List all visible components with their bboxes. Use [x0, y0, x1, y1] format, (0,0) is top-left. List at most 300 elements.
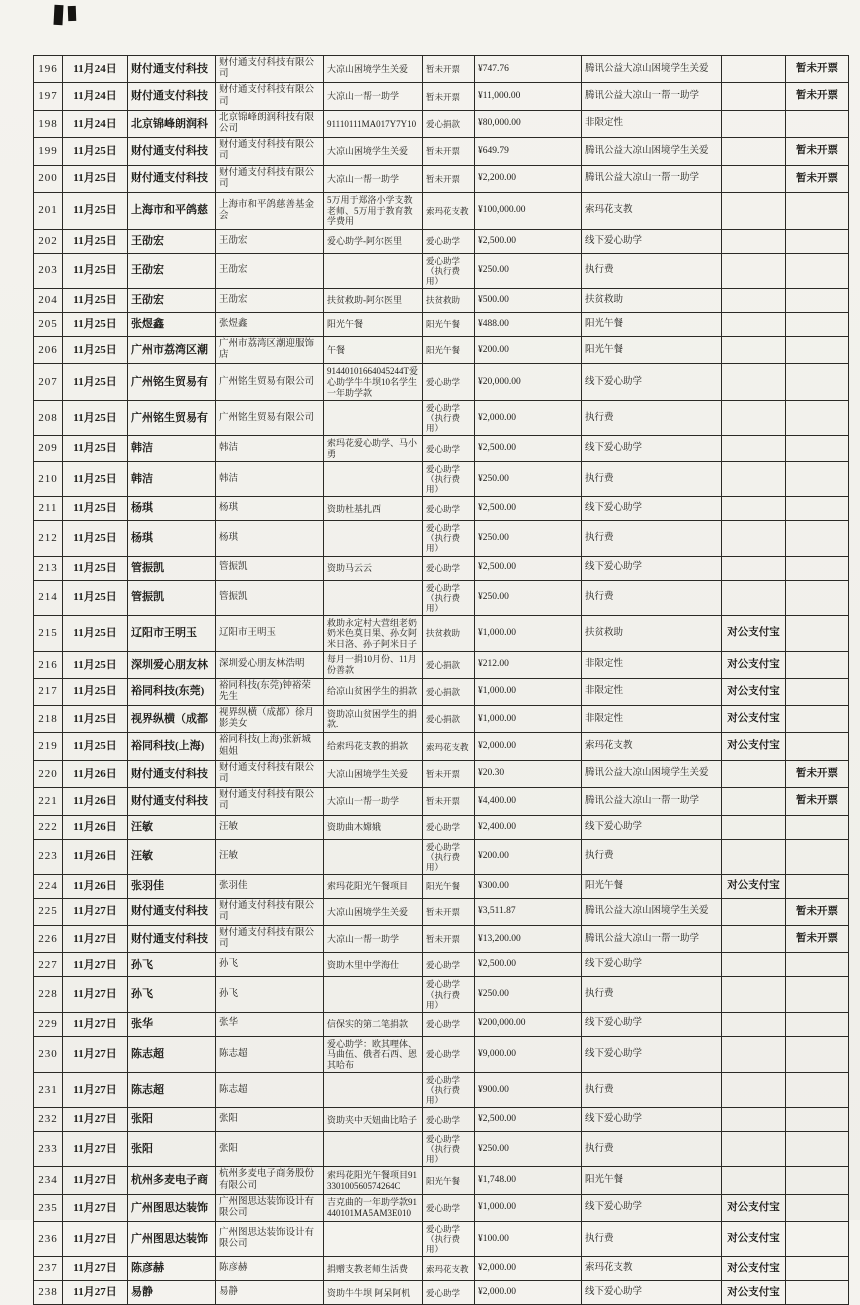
cell-invoice	[786, 1222, 849, 1257]
cell-no: 209	[34, 436, 63, 462]
cell-category: 爱心助学	[423, 1281, 475, 1305]
cell-donor: 视界纵横（成都	[128, 706, 216, 733]
cell-project: 执行费	[582, 1222, 722, 1257]
cell-category: 爱心助学（执行费用）	[423, 839, 475, 874]
cell-date: 11月25日	[63, 193, 128, 230]
cell-category: 爱心捐款	[423, 110, 475, 137]
cell-remark: 给凉山贫困学生的捐款	[324, 678, 423, 705]
cell-date: 11月24日	[63, 83, 128, 110]
cell-invoice	[786, 678, 849, 705]
cell-no: 223	[34, 839, 63, 874]
cell-remark: 阳光午餐	[324, 312, 423, 336]
cell-donor: 杨琪	[128, 497, 216, 521]
cell-amount: ¥649.79	[475, 138, 582, 165]
cell-donor_full: 杭州多麦电子商务股份有限公司	[216, 1167, 324, 1194]
cell-donor: 广州铭生贸易有	[128, 364, 216, 401]
cell-payment: 对公支付宝	[722, 1222, 786, 1257]
cell-payment	[722, 953, 786, 977]
cell-donor: 张阳	[128, 1108, 216, 1132]
cell-date: 11月27日	[63, 953, 128, 977]
cell-date: 11月25日	[63, 462, 128, 497]
cell-donor_full: 孙飞	[216, 953, 324, 977]
cell-date: 11月25日	[63, 706, 128, 733]
cell-category: 暂未开票	[423, 83, 475, 110]
cell-project: 非限定性	[582, 678, 722, 705]
cell-amount: ¥900.00	[475, 1073, 582, 1108]
cell-no: 216	[34, 652, 63, 678]
cell-payment	[722, 556, 786, 580]
table-row	[34, 788, 849, 815]
cell-no: 222	[34, 815, 63, 839]
cell-amount: ¥2,000.00	[475, 733, 582, 760]
cell-donor_full: 财付通支付科技有限公司	[216, 788, 324, 815]
cell-payment	[722, 788, 786, 815]
cell-category: 爱心助学	[423, 436, 475, 462]
cell-invoice	[786, 615, 849, 652]
cell-payment	[722, 253, 786, 288]
cell-remark: 大凉山一帮一助学	[324, 788, 423, 815]
cell-donor_full: 杨琪	[216, 521, 324, 556]
cell-project: 线下爱心助学	[582, 953, 722, 977]
cell-date: 11月27日	[63, 1167, 128, 1194]
cell-project: 腾讯公益大凉山困境学生关爱	[582, 898, 722, 925]
cell-project: 阳光午餐	[582, 312, 722, 336]
cell-amount: ¥2,000.00	[475, 401, 582, 436]
cell-amount: ¥2,200.00	[475, 165, 582, 192]
cell-donor: 裕同科技(东莞)	[128, 678, 216, 705]
cell-no: 218	[34, 706, 63, 733]
cell-donor_full: 广州图思达装饰设计有限公司	[216, 1222, 324, 1257]
cell-no: 210	[34, 462, 63, 497]
table-row	[34, 521, 849, 556]
cell-amount: ¥20.30	[475, 760, 582, 787]
cell-no: 220	[34, 760, 63, 787]
cell-date: 11月25日	[63, 678, 128, 705]
cell-invoice	[786, 462, 849, 497]
cell-no: 217	[34, 678, 63, 705]
cell-category: 阳光午餐	[423, 336, 475, 363]
cell-donor_full: 孙飞	[216, 977, 324, 1012]
table-row	[34, 312, 849, 336]
cell-amount: ¥1,000.00	[475, 615, 582, 652]
cell-donor: 张华	[128, 1012, 216, 1036]
table-row	[34, 706, 849, 733]
table-row	[34, 1073, 849, 1108]
cell-date: 11月26日	[63, 788, 128, 815]
cell-date: 11月25日	[63, 336, 128, 363]
cell-donor: 易静	[128, 1281, 216, 1305]
cell-date: 11月25日	[63, 165, 128, 192]
cell-payment	[722, 977, 786, 1012]
cell-donor_full: 杨琪	[216, 497, 324, 521]
cell-invoice	[786, 733, 849, 760]
cell-donor_full: 张羽佳	[216, 874, 324, 898]
cell-donor: 广州图思达装饰	[128, 1222, 216, 1257]
cell-remark: 扶贫救助-阿尔医里	[324, 288, 423, 312]
cell-no: 203	[34, 253, 63, 288]
cell-payment: 对公支付宝	[722, 1281, 786, 1305]
table-row	[34, 652, 849, 678]
cell-amount: ¥2,500.00	[475, 436, 582, 462]
cell-project: 非限定性	[582, 652, 722, 678]
cell-category: 扶贫救助	[423, 288, 475, 312]
cell-donor_full: 裕同科技(东莞)钟裕荣先生	[216, 678, 324, 705]
cell-donor: 孙飞	[128, 977, 216, 1012]
cell-project: 执行费	[582, 1073, 722, 1108]
cell-remark	[324, 1073, 423, 1108]
cell-amount: ¥100.00	[475, 1222, 582, 1257]
cell-project: 执行费	[582, 401, 722, 436]
cell-no: 233	[34, 1132, 63, 1167]
cell-invoice	[786, 110, 849, 137]
cell-payment: 对公支付宝	[722, 874, 786, 898]
cell-remark: 午餐	[324, 336, 423, 363]
cell-payment	[722, 193, 786, 230]
cell-donor_full: 韩洁	[216, 436, 324, 462]
cell-category: 爱心助学	[423, 497, 475, 521]
cell-remark: 给索玛花支教的捐款	[324, 733, 423, 760]
cell-date: 11月27日	[63, 898, 128, 925]
cell-category: 索玛花支教	[423, 733, 475, 760]
cell-project: 线下爱心助学	[582, 1012, 722, 1036]
cell-amount: ¥3,511.87	[475, 898, 582, 925]
cell-category: 扶贫救助	[423, 615, 475, 652]
cell-invoice	[786, 815, 849, 839]
table-row	[34, 733, 849, 760]
cell-invoice	[786, 336, 849, 363]
cell-project: 线下爱心助学	[582, 1108, 722, 1132]
table-row	[34, 193, 849, 230]
cell-invoice	[786, 556, 849, 580]
cell-amount: ¥200.00	[475, 839, 582, 874]
cell-donor_full: 张华	[216, 1012, 324, 1036]
cell-donor: 陈彦赫	[128, 1257, 216, 1281]
table-row	[34, 1012, 849, 1036]
cell-remark	[324, 462, 423, 497]
table-row	[34, 580, 849, 615]
cell-donor: 辽阳市王明玉	[128, 615, 216, 652]
cell-category: 爱心助学（执行费用）	[423, 977, 475, 1012]
cell-remark: 资助凉山贫困学生的捐款.	[324, 706, 423, 733]
cell-category: 爱心捐款	[423, 706, 475, 733]
cell-category: 爱心捐款	[423, 678, 475, 705]
cell-project: 腾讯公益大凉山一帮一助学	[582, 83, 722, 110]
cell-donor_full: 张煜鑫	[216, 312, 324, 336]
cell-amount: ¥250.00	[475, 1132, 582, 1167]
cell-project: 非限定性	[582, 706, 722, 733]
cell-donor_full: 广州图思达装饰设计有限公司	[216, 1194, 324, 1221]
cell-invoice: 暂未开票	[786, 898, 849, 925]
cell-date: 11月24日	[63, 56, 128, 83]
cell-remark: 索玛花阳光午餐项目91330100560574264C	[324, 1167, 423, 1194]
cell-remark	[324, 521, 423, 556]
cell-remark: 大凉山困境学生关爱	[324, 760, 423, 787]
table-row	[34, 110, 849, 137]
cell-project: 腾讯公益大凉山困境学生关爱	[582, 760, 722, 787]
cell-no: 208	[34, 401, 63, 436]
cell-amount: ¥1,000.00	[475, 706, 582, 733]
table-row	[34, 926, 849, 953]
table-row	[34, 815, 849, 839]
cell-no: 211	[34, 497, 63, 521]
cell-donor_full: 陈志超	[216, 1036, 324, 1073]
cell-date: 11月24日	[63, 110, 128, 137]
cell-donor_full: 财付通支付科技有限公司	[216, 760, 324, 787]
cell-project: 线下爱心助学	[582, 1194, 722, 1221]
cell-no: 224	[34, 874, 63, 898]
cell-no: 212	[34, 521, 63, 556]
cell-remark: 大凉山困境学生关爱	[324, 138, 423, 165]
cell-donor: 财付通支付科技	[128, 788, 216, 815]
cell-no: 226	[34, 926, 63, 953]
cell-category: 爱心助学（执行费用）	[423, 462, 475, 497]
cell-no: 219	[34, 733, 63, 760]
cell-payment	[722, 580, 786, 615]
cell-no: 227	[34, 953, 63, 977]
cell-payment	[722, 815, 786, 839]
cell-invoice	[786, 497, 849, 521]
table-row	[34, 336, 849, 363]
table-row	[34, 253, 849, 288]
cell-category: 爱心助学（执行费用）	[423, 253, 475, 288]
cell-no: 225	[34, 898, 63, 925]
cell-category: 暂未开票	[423, 56, 475, 83]
cell-category: 爱心助学	[423, 1108, 475, 1132]
cell-project: 执行费	[582, 253, 722, 288]
cell-project: 执行费	[582, 839, 722, 874]
cell-amount: ¥250.00	[475, 521, 582, 556]
cell-donor: 陈志超	[128, 1073, 216, 1108]
cell-no: 197	[34, 83, 63, 110]
cell-payment	[722, 1073, 786, 1108]
cell-donor_full: 易静	[216, 1281, 324, 1305]
cell-category: 爱心助学	[423, 953, 475, 977]
cell-invoice	[786, 364, 849, 401]
cell-donor: 张煜鑫	[128, 312, 216, 336]
cell-date: 11月27日	[63, 1281, 128, 1305]
cell-payment	[722, 110, 786, 137]
cell-project: 线下爱心助学	[582, 364, 722, 401]
cell-donor_full: 深圳爱心朋友林浩明	[216, 652, 324, 678]
cell-remark	[324, 1222, 423, 1257]
table-row	[34, 615, 849, 652]
cell-date: 11月25日	[63, 229, 128, 253]
cell-date: 11月25日	[63, 138, 128, 165]
cell-donor: 韩洁	[128, 462, 216, 497]
cell-donor: 深圳爱心朋友林	[128, 652, 216, 678]
cell-invoice	[786, 977, 849, 1012]
cell-invoice	[786, 1132, 849, 1167]
cell-remark	[324, 977, 423, 1012]
cell-payment	[722, 1167, 786, 1194]
cell-no: 238	[34, 1281, 63, 1305]
cell-invoice	[786, 839, 849, 874]
cell-donor: 张阳	[128, 1132, 216, 1167]
cell-remark: 每月一捐10月份、11月份善款	[324, 652, 423, 678]
cell-amount: ¥100,000.00	[475, 193, 582, 230]
table-row	[34, 1222, 849, 1257]
cell-payment	[722, 926, 786, 953]
cell-donor: 陈志超	[128, 1036, 216, 1073]
cell-remark: 资助马云云	[324, 556, 423, 580]
cell-remark	[324, 580, 423, 615]
cell-remark: 5万用于郑洛小学支教老师、5万用于教育教学费用	[324, 193, 423, 230]
cell-invoice	[786, 1108, 849, 1132]
cell-date: 11月26日	[63, 815, 128, 839]
cell-remark: 大凉山困境学生关爱	[324, 56, 423, 83]
cell-no: 196	[34, 56, 63, 83]
cell-donor: 北京锦峰朗润科	[128, 110, 216, 137]
cell-invoice	[786, 1281, 849, 1305]
cell-no: 198	[34, 110, 63, 137]
cell-date: 11月26日	[63, 760, 128, 787]
cell-payment: 对公支付宝	[722, 733, 786, 760]
cell-date: 11月25日	[63, 521, 128, 556]
cell-donor_full: 王劭宏	[216, 288, 324, 312]
cell-donor_full: 张阳	[216, 1108, 324, 1132]
cell-payment	[722, 521, 786, 556]
cell-amount: ¥2,000.00	[475, 1257, 582, 1281]
cell-category: 爱心助学（执行费用）	[423, 1073, 475, 1108]
cell-donor: 韩洁	[128, 436, 216, 462]
cell-project: 线下爱心助学	[582, 229, 722, 253]
cell-date: 11月27日	[63, 1132, 128, 1167]
cell-invoice: 暂未开票	[786, 165, 849, 192]
cell-amount: ¥2,500.00	[475, 1108, 582, 1132]
cell-no: 221	[34, 788, 63, 815]
cell-amount: ¥4,400.00	[475, 788, 582, 815]
cell-project: 执行费	[582, 521, 722, 556]
cell-project: 腾讯公益大凉山一帮一助学	[582, 788, 722, 815]
cell-remark: 大凉山困境学生关爱	[324, 898, 423, 925]
cell-date: 11月27日	[63, 1257, 128, 1281]
cell-invoice	[786, 580, 849, 615]
cell-remark	[324, 253, 423, 288]
table-row	[34, 678, 849, 705]
table-row	[34, 83, 849, 110]
table-row	[34, 760, 849, 787]
cell-remark: 资助木里中学海仕	[324, 953, 423, 977]
cell-donor_full: 广州铭生贸易有限公司	[216, 401, 324, 436]
cell-project: 腾讯公益大凉山困境学生关爱	[582, 138, 722, 165]
cell-date: 11月26日	[63, 874, 128, 898]
cell-project: 腾讯公益大凉山一帮一助学	[582, 926, 722, 953]
cell-amount: ¥1,748.00	[475, 1167, 582, 1194]
cell-donor: 杭州多麦电子商	[128, 1167, 216, 1194]
cell-project: 线下爱心助学	[582, 556, 722, 580]
cell-donor: 财付通支付科技	[128, 898, 216, 925]
cell-amount: ¥80,000.00	[475, 110, 582, 137]
cell-donor_full: 王劭宏	[216, 253, 324, 288]
cell-amount: ¥500.00	[475, 288, 582, 312]
cell-payment	[722, 462, 786, 497]
cell-no: 201	[34, 193, 63, 230]
cell-donor_full: 管振凯	[216, 556, 324, 580]
cell-donor: 王劭宏	[128, 229, 216, 253]
cell-payment	[722, 229, 786, 253]
cell-category: 爱心助学	[423, 1036, 475, 1073]
cell-category: 爱心捐款	[423, 652, 475, 678]
cell-category: 爱心助学	[423, 556, 475, 580]
cell-amount: ¥2,500.00	[475, 229, 582, 253]
cell-remark: 大凉山一帮一助学	[324, 926, 423, 953]
cell-amount: ¥1,000.00	[475, 678, 582, 705]
cell-payment: 对公支付宝	[722, 706, 786, 733]
cell-donor: 广州市荔湾区潮	[128, 336, 216, 363]
cell-remark: 爱心助学-阿尔医里	[324, 229, 423, 253]
cell-category: 爱心助学（执行费用）	[423, 401, 475, 436]
cell-project: 线下爱心助学	[582, 497, 722, 521]
cell-date: 11月27日	[63, 926, 128, 953]
cell-donor_full: 视界纵横（成都）徐月影美女	[216, 706, 324, 733]
cell-invoice	[786, 193, 849, 230]
cell-amount: ¥747.76	[475, 56, 582, 83]
cell-payment	[722, 165, 786, 192]
cell-donor_full: 北京锦峰朗润科技有限公司	[216, 110, 324, 137]
cell-no: 213	[34, 556, 63, 580]
cell-no: 229	[34, 1012, 63, 1036]
cell-remark: 信保实的第二笔捐款	[324, 1012, 423, 1036]
cell-category: 爱心助学	[423, 364, 475, 401]
cell-donor_full: 辽阳市王明玉	[216, 615, 324, 652]
cell-payment: 对公支付宝	[722, 1194, 786, 1221]
cell-donor: 管振凯	[128, 580, 216, 615]
cell-amount: ¥9,000.00	[475, 1036, 582, 1073]
scan-artifact	[53, 5, 63, 25]
cell-category: 爱心助学（执行费用）	[423, 1222, 475, 1257]
table-row	[34, 364, 849, 401]
cell-no: 234	[34, 1167, 63, 1194]
cell-project: 线下爱心助学	[582, 815, 722, 839]
cell-remark: 大凉山一帮一助学	[324, 165, 423, 192]
table-row	[34, 138, 849, 165]
cell-invoice: 暂未开票	[786, 138, 849, 165]
cell-remark: 资助杜基扎西	[324, 497, 423, 521]
cell-donor: 财付通支付科技	[128, 138, 216, 165]
cell-date: 11月25日	[63, 652, 128, 678]
cell-donor: 财付通支付科技	[128, 165, 216, 192]
cell-amount: ¥20,000.00	[475, 364, 582, 401]
cell-date: 11月25日	[63, 253, 128, 288]
cell-amount: ¥250.00	[475, 977, 582, 1012]
cell-amount: ¥300.00	[475, 874, 582, 898]
cell-remark: 吉克曲的一年助学款91440101MA5AM3E010	[324, 1194, 423, 1221]
cell-donor: 财付通支付科技	[128, 760, 216, 787]
cell-amount: ¥212.00	[475, 652, 582, 678]
cell-no: 214	[34, 580, 63, 615]
cell-amount: ¥2,400.00	[475, 815, 582, 839]
cell-remark: 索玛花爱心助学、马小勇	[324, 436, 423, 462]
cell-project: 线下爱心助学	[582, 436, 722, 462]
cell-invoice: 暂未开票	[786, 760, 849, 787]
cell-remark	[324, 401, 423, 436]
cell-date: 11月25日	[63, 364, 128, 401]
table-row	[34, 977, 849, 1012]
cell-amount: ¥2,500.00	[475, 497, 582, 521]
cell-amount: ¥250.00	[475, 253, 582, 288]
cell-no: 232	[34, 1108, 63, 1132]
cell-payment	[722, 1108, 786, 1132]
cell-donor_full: 管振凯	[216, 580, 324, 615]
cell-donor_full: 裕同科技(上海)张新城姐姐	[216, 733, 324, 760]
cell-donor_full: 陈志超	[216, 1073, 324, 1108]
cell-date: 11月27日	[63, 1073, 128, 1108]
cell-no: 236	[34, 1222, 63, 1257]
table-row	[34, 497, 849, 521]
cell-category: 暂未开票	[423, 138, 475, 165]
cell-donor_full: 张阳	[216, 1132, 324, 1167]
cell-project: 执行费	[582, 580, 722, 615]
